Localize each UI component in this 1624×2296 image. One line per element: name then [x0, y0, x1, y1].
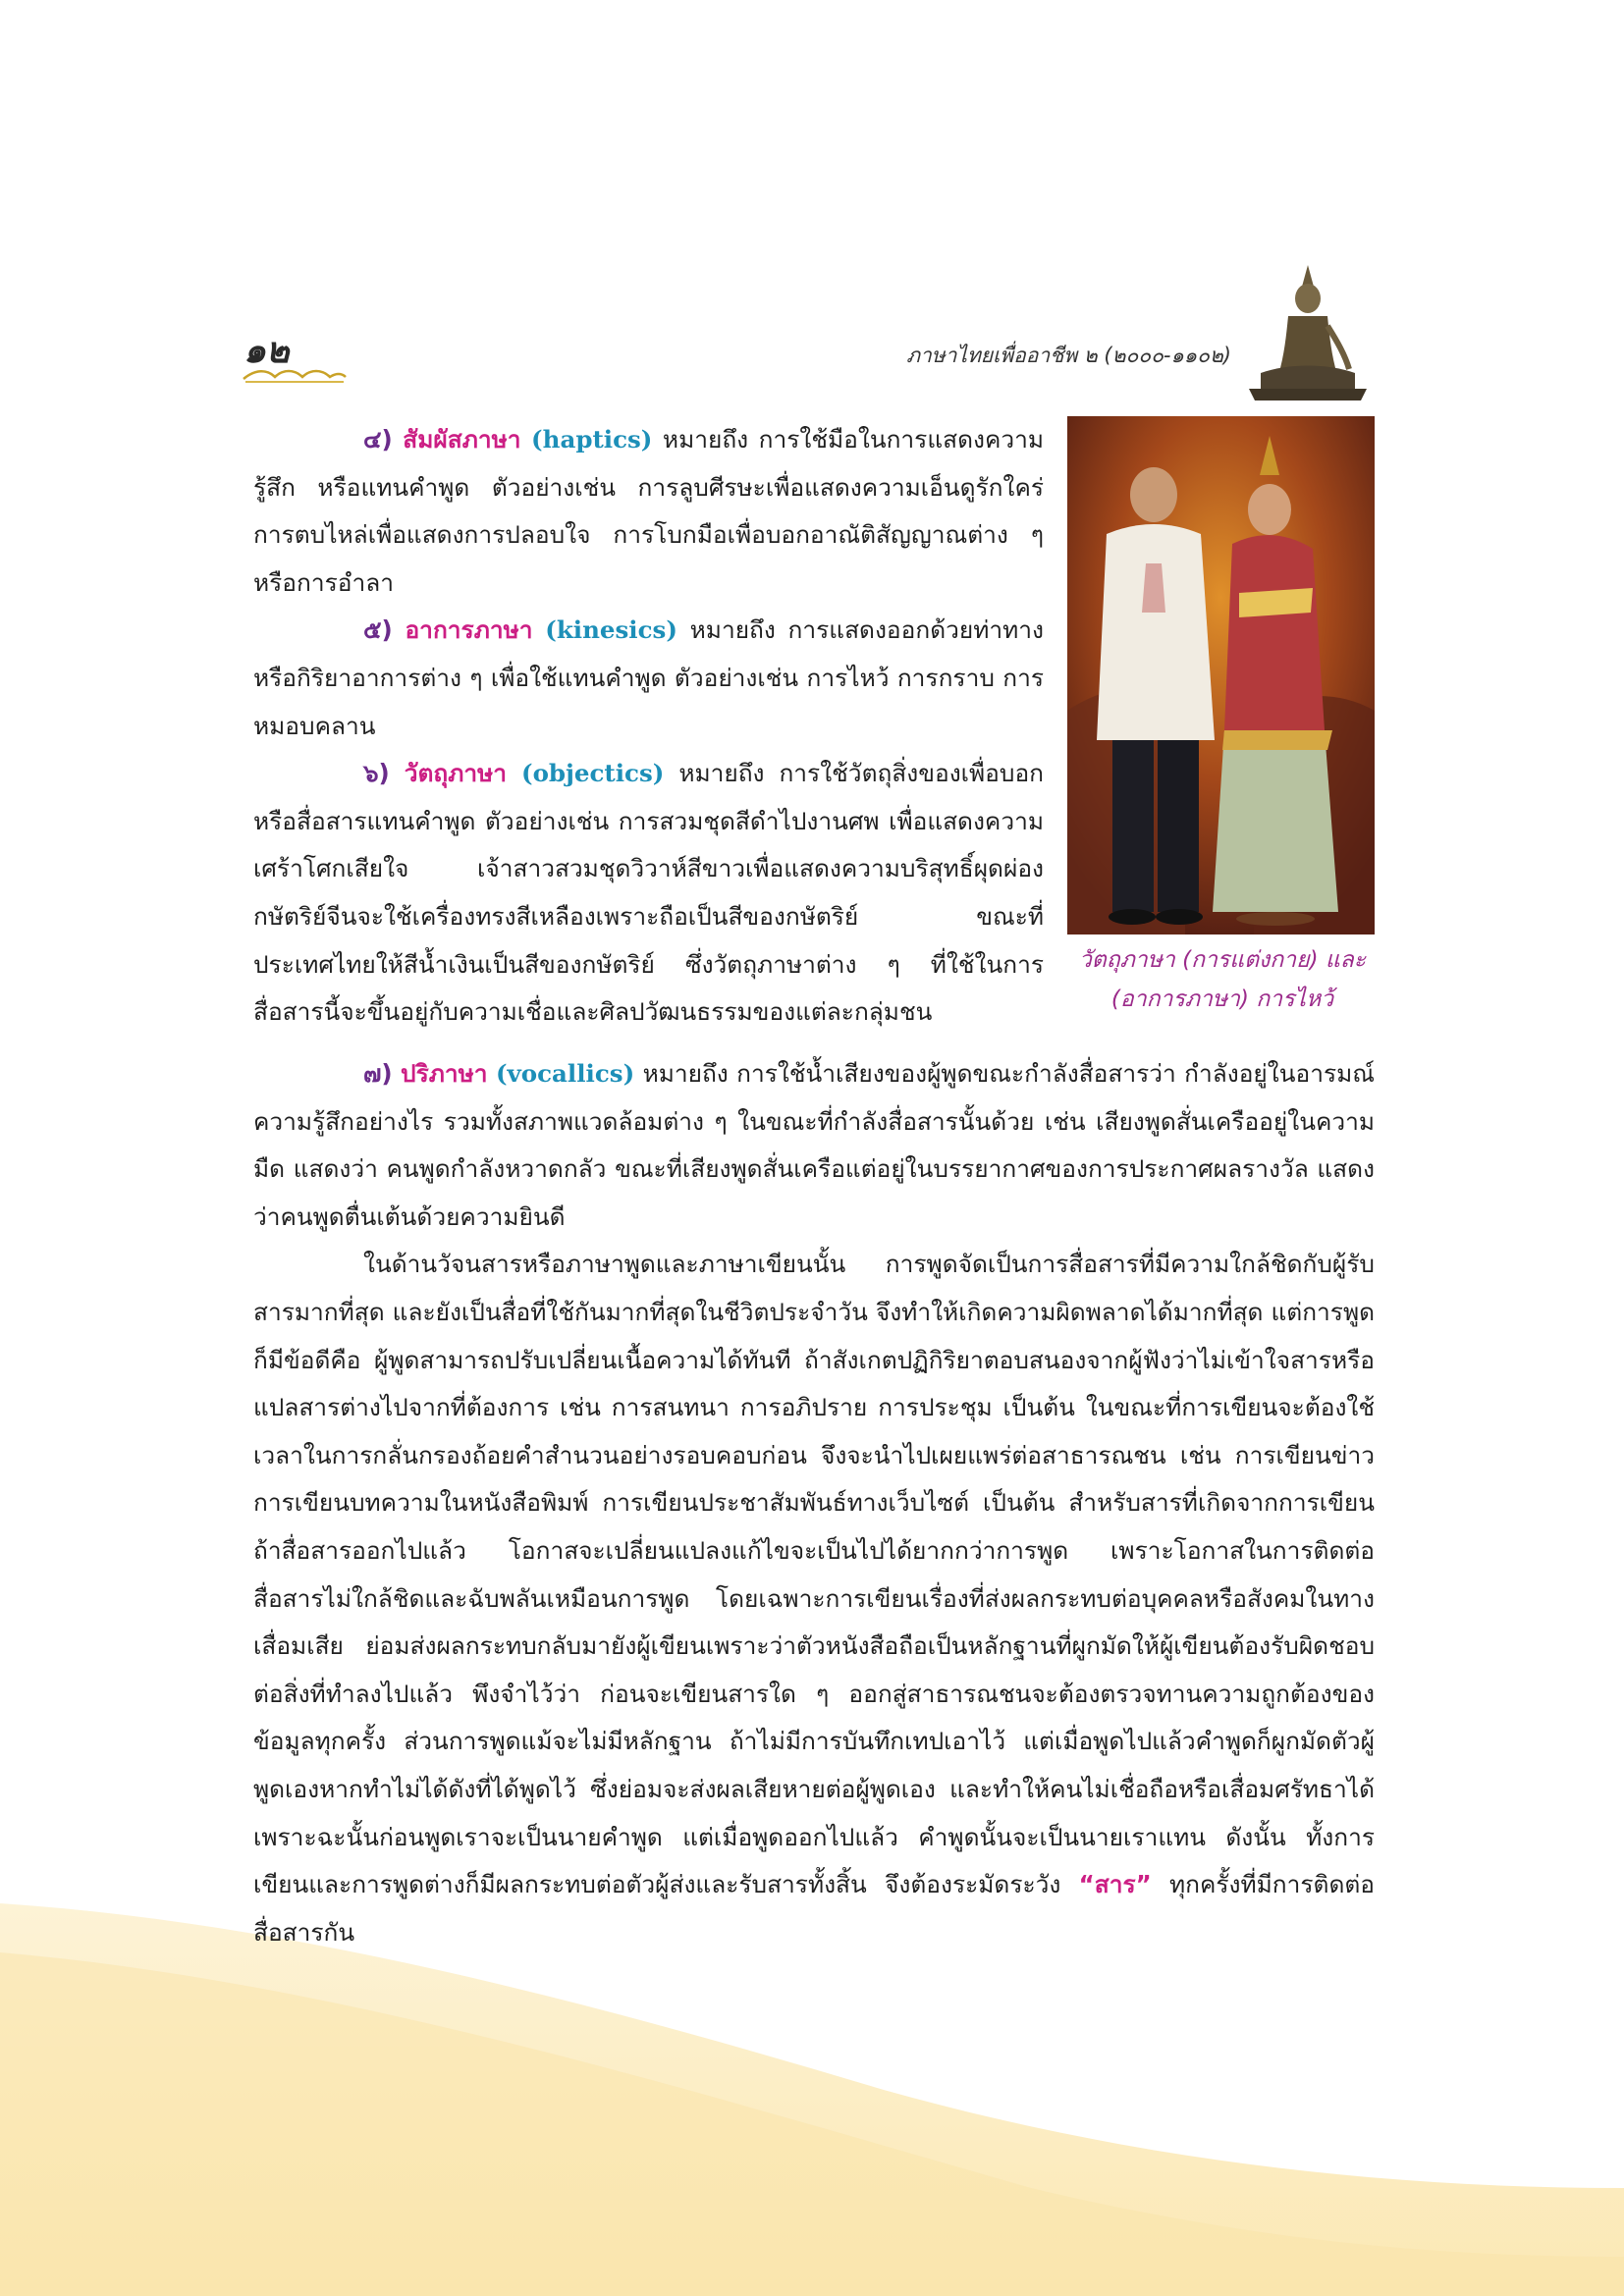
item-term: ปริภาษา [401, 1059, 488, 1088]
highlight-word: “สาร” [1078, 1870, 1152, 1899]
item-text: หมายถึง การใช้มือในการแสดงความรู้สึก หรือแทนคำพูด ตัวอย่างเช่น การลูบศีรษะเพื่อแสดงความเอ็นดูรักใคร่ การตบไหล่เพื่อแสดงการปลอบใจ การโบกมือเพื่อบอกอาณัติสัญญาณต่าง ๆ หรือการอำลา [253, 425, 1044, 597]
item-text: หมายถึง การแสดงออกด้วยท่าทางหรือกิริยาอาการต่าง ๆ เพื่อใช้แทนคำพูด ตัวอย่างเช่น การไหว้ การกราบ การหมอบคลาน [253, 615, 1044, 740]
caption-line-1: วัตถุภาษา (การแต่งกาย) และ [1078, 947, 1367, 973]
item-english: (haptics) [531, 425, 653, 454]
item-text: หมายถึง การใช้วัตถุสิ่งของเพื่อบอกหรือสื่อสารแทนคำพูด ตัวอย่างเช่น การสวมชุดสีดำไปงานศพ เพื่อแสดงความเศร้าโศกเสียใจ เจ้าสาวสวมชุดวิวาห์สีขาวเพื่อแสดงความบริสุทธิ์ผุดผ่อง กษัตริย์จีนจะใช้เครื่องทรงสีเหลืองเพราะถือเป็นสีของกษัตริย์ ขณะที่ประเทศไทยให้สีน้ำเงินเป็นสีของกษัตริย์ ซึ่งวัตถุภาษาต่าง ๆ ที่ใช้ในการสื่อสารนี้จะขึ้นอยู่กับความเชื่อและศิลปวัฒนธรรมของแต่ละกลุ่มชน [253, 759, 1044, 1027]
buddha-statue-decoration [1239, 257, 1377, 404]
paragraph-text-end: ทุกครั้งที่มีการติดต่อสื่อสารกัน [253, 1870, 1375, 1947]
nonverbal-list-upper [253, 416, 1044, 1037]
page-number: ๑๒ [244, 330, 290, 371]
list-item-kinesics [253, 607, 1044, 750]
page-ornament [242, 367, 348, 385]
item-number: ๗) [363, 1059, 393, 1088]
item-term: สัมผัสภาษา [403, 425, 521, 454]
item-number: ๕) [363, 615, 393, 645]
verbal-communication-paragraph [253, 1241, 1375, 1956]
item-term: อาการภาษา [405, 615, 533, 645]
paragraph-text: ในด้านวัจนสารหรือภาษาพูดและภาษาเขียนนั้น การพูดจัดเป็นการสื่อสารที่มีความใกล้ชิดกับผู้รับสารมากที่สุด และยังเป็นสื่อที่ใช้กันมากที่สุดในชีวิตประจำวัน จึงทำให้เกิดความผิดพลาดได้มากที่สุด แต่การพูดก็มีข้อดีคือ ผู้พูดสามารถปรับเปลี่ยนเนื้อความได้ทันที ถ้าสังเกตปฏิกิริยาตอบสนองจากผู้ฟังว่าไม่เข้าใจสารหรือแปลสารต่างไปจากที่ต้องการ เช่น การสนทนา การอภิปราย การประชุม เป็นต้น ในขณะที่การเขียนจะต้องใช้เวลาในการกลั่นกรองถ้อยคำสำนวนอย่างรอบคอบก่อน จึงจะนำไปเผยแพร่ต่อสาธารณชน เช่น การเขียนข่าว การเขียนบทความในหนังสือพิมพ์ การเขียนประชาสัมพันธ์ทางเว็บไซต์ เป็นต้น สำหรับสารที่เกิดจากการเขียน ถ้าสื่อสารออกไปแล้ว โอกาสจะเปลี่ยนแปลงแก้ไขจะเป็นไปได้ยากกว่าการพูด เพราะโอกาสในการติดต่อสื่อสารไม่ใกล้ชิดและฉับพลันเหมือนการพูด โดยเฉพาะการเขียนเรื่องที่ส่งผลกระทบต่อบุคคลหรือสังคมในทางเสื่อมเสีย ย่อมส่งผลกระทบกลับมายังผู้เขียนเพราะว่าตัวหนังสือถือเป็นหลักฐานที่ผูกมัดให้ผู้เขียนต้องรับผิดชอบต่อสิ่งที่ทำลงไปแล้ว พึงจำไว้ว่า ก่อนจะเขียนสารใด ๆ ออกสู่สาธารณชนจะต้องตรวจทานความถูกต้องของข้อมูลทุกครั้ง ส่วนการพูดแม้จะไม่มีหลักฐาน ถ้าไม่มีการบันทึกเทปเอาไว้ แต่เมื่อพูดไปแล้วคำพูดก็ผูกมัดตัวผู้พูดเองหากทำไม่ได้ดังที่ได้พูดไว้ ซึ่งย่อมจะส่งผลเสียหายต่อผู้พูดเอง และทำให้คนไม่เชื่อถือหรือเสื่อมศรัทธาได้ เพราะฉะนั้นก่อนพูดเราจะเป็นนายคำพูด แต่เมื่อพูดออกไปแล้ว คำพูดนั้นจะเป็นนายเราแทน ดังนั้น ทั้งการเขียนและการพูดต่างก็มีผลกระทบต่อตัวผู้ส่งและรับสารทั้งสิ้น จึงต้องระมัดระวัง [253, 1250, 1375, 1899]
item-english: (vocallics) [495, 1059, 635, 1088]
body-full-width [253, 1050, 1375, 1956]
list-item-haptics [253, 416, 1044, 607]
running-header: ภาษาไทยเพื่ออาชีพ ๒ (๒๐๐๐-๑๑๐๒) [906, 344, 1231, 367]
list-item-objectics [253, 750, 1044, 1037]
caption-line-2: (อาการภาษา) การไหว้ [1110, 987, 1334, 1012]
item-text: หมายถึง การใช้น้ำเสียงของผู้พูดขณะกำลังสื่อสารว่า กำลังอยู่ในอารมณ์ความรู้สึกอย่างไร รวมทั้งสภาพแวดล้อมต่าง ๆ ในขณะที่กำลังสื่อสารนั้นด้วย เช่น เสียงพูดสั่นเครืออยู่ในความมืด แสดงว่า คนพูดกำลังหวาดกลัว ขณะที่เสียงพูดสั่นเครือแต่อยู่ในบรรยากาศของการประกาศผลรางวัล แสดงว่าคนพูดตื่นเต้นด้วยความยินดี [253, 1059, 1376, 1231]
item-number: ๖) [363, 759, 390, 788]
list-item-vocallics [253, 1050, 1375, 1241]
item-term: วัตถุภาษา [404, 759, 508, 788]
photo-caption [1062, 940, 1382, 1019]
item-number: ๔) [363, 425, 393, 454]
ceremony-photo [1067, 416, 1375, 934]
item-english: (objectics) [520, 759, 665, 788]
item-english: (kinesics) [545, 615, 677, 645]
